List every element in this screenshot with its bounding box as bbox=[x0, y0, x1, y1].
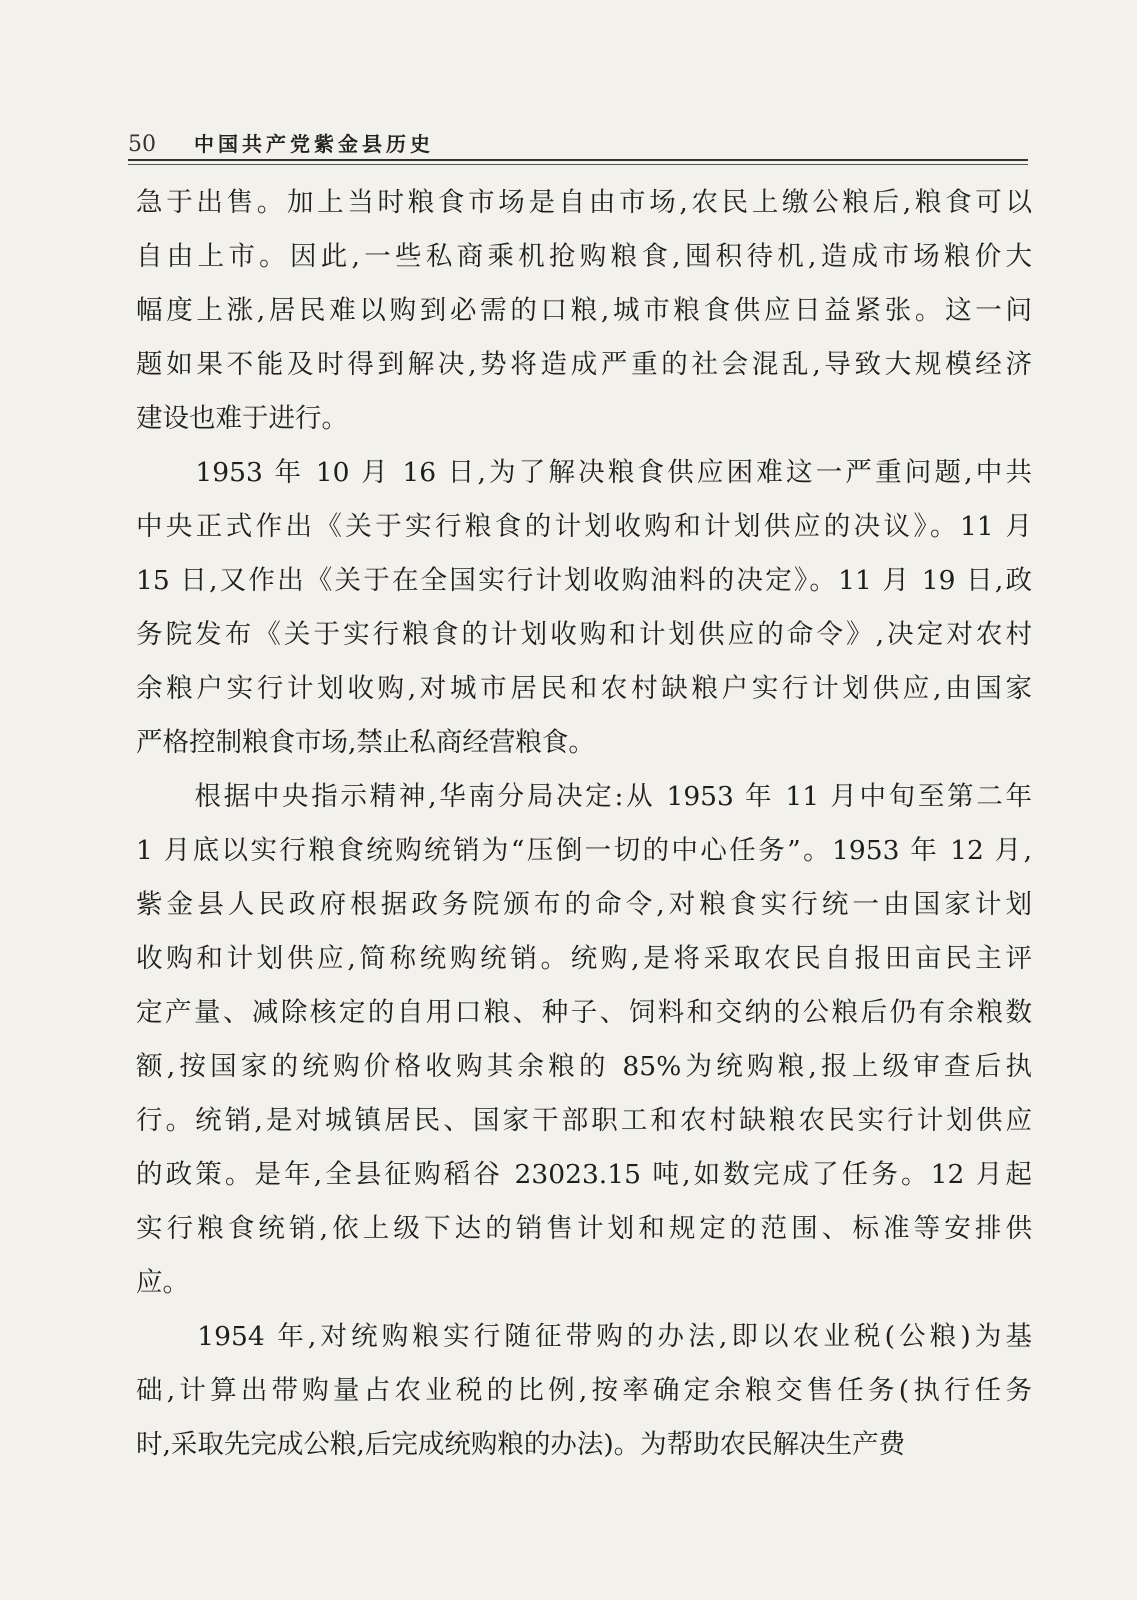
paragraph bbox=[136, 176, 1032, 446]
header-rule-thick bbox=[128, 159, 1028, 161]
text-line: 额,按国家的统购价格收购其余粮的 85%为统购粮,报上级审查后执 bbox=[136, 1051, 1032, 1082]
text-line: 根据中央指示精神,华南分局决定:从 1953 年 11 月中旬至第二年 bbox=[136, 781, 1032, 812]
text-line: 应。 bbox=[136, 1267, 189, 1298]
text-line: 收购和计划供应,简称统购统销。统购,是将采取农民自报田亩民主评 bbox=[136, 943, 1032, 974]
text-line: 中央正式作出《关于实行粮食的计划收购和计划供应的决议》。11 月 bbox=[136, 511, 1032, 542]
text-line: 的政策。是年,全县征购稻谷 23023.15 吨,如数完成了任务。12 月起 bbox=[136, 1159, 1032, 1190]
text-line: 急于出售。加上当时粮食市场是自由市场,农民上缴公粮后,粮食可以 bbox=[136, 187, 1032, 218]
text-line: 建设也难于进行。 bbox=[136, 403, 348, 434]
text-line: 实行粮食统销,依上级下达的销售计划和规定的范围、标准等安排供 bbox=[136, 1213, 1032, 1244]
paragraph bbox=[136, 1310, 1032, 1472]
text-line: 15 日,又作出《关于在全国实行计划收购油料的决定》。11 月 19 日,政 bbox=[136, 565, 1032, 596]
text-line: 余粮户实行计划收购,对城市居民和农村缺粮户实行计划供应,由国家 bbox=[136, 673, 1032, 704]
running-header bbox=[128, 128, 1028, 158]
text-line: 1953 年 10 月 16 日,为了解决粮食供应困难这一严重问题,中共 bbox=[136, 457, 1032, 488]
book-title: 中国共产党紫金县历史 bbox=[194, 132, 434, 156]
text-line: 时,采取先完成公粮,后完成统购粮的办法)。为帮助农民解决生产费 bbox=[136, 1429, 906, 1460]
text-line: 行。统销,是对城镇居民、国家干部职工和农村缺粮农民实行计划供应 bbox=[136, 1105, 1032, 1136]
text-line: 定产量、减除核定的自用口粮、种子、饲料和交纳的公粮后仍有余粮数 bbox=[136, 997, 1032, 1028]
text-line: 题如果不能及时得到解决,势将造成严重的社会混乱,导致大规模经济 bbox=[136, 349, 1032, 380]
text-line: 幅度上涨,居民难以购到必需的口粮,城市粮食供应日益紧张。这一问 bbox=[136, 295, 1032, 326]
paragraph bbox=[136, 770, 1032, 1310]
paragraph bbox=[136, 446, 1032, 770]
page-number: 50 bbox=[128, 132, 156, 157]
text-line: 1 月底以实行粮食统购统销为“压倒一切的中心任务”。1953 年 12 月, bbox=[136, 835, 1032, 866]
body-text bbox=[136, 176, 1032, 1472]
text-line: 自由上市。因此,一些私商乘机抢购粮食,囤积待机,造成市场粮价大 bbox=[136, 241, 1032, 272]
text-line: 紫金县人民政府根据政务院颁布的命令,对粮食实行统一由国家计划 bbox=[136, 889, 1032, 920]
text-line: 严格控制粮食市场,禁止私商经营粮食。 bbox=[136, 727, 595, 758]
text-line: 础,计算出带购量占农业税的比例,按率确定余粮交售任务(执行任务 bbox=[136, 1375, 1032, 1406]
text-line: 务院发布《关于实行粮食的计划收购和计划供应的命令》,决定对农村 bbox=[136, 619, 1032, 650]
header-rule-thin bbox=[128, 164, 1028, 165]
text-line: 1954 年,对统购粮实行随征带购的办法,即以农业税(公粮)为基 bbox=[136, 1321, 1032, 1352]
